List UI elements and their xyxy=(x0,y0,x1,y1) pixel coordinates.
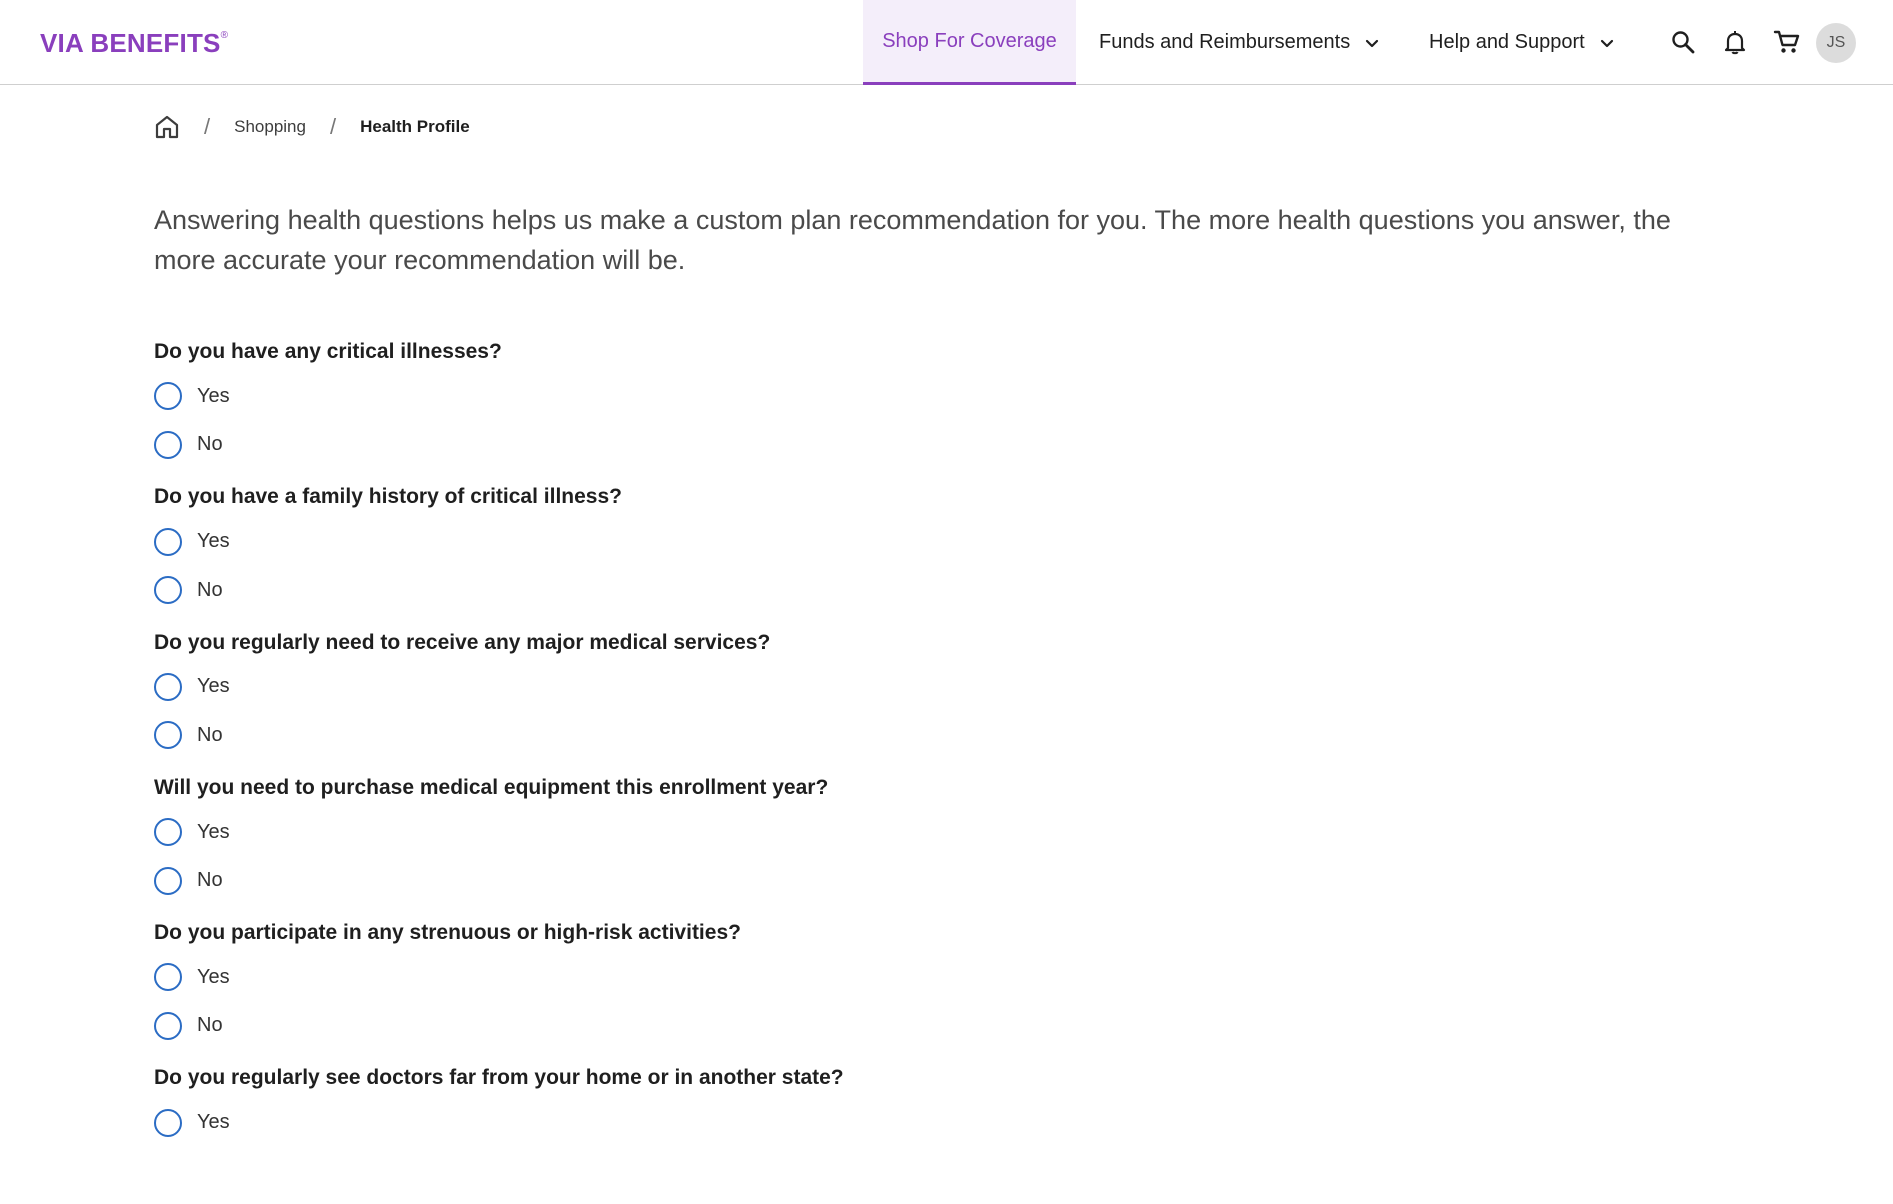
nav-funds-and-reimbursements[interactable] xyxy=(1099,0,1380,85)
option-no[interactable] xyxy=(154,1002,844,1051)
question-medical-equipment xyxy=(154,768,844,913)
option-label: Yes xyxy=(197,384,230,407)
option-label: Yes xyxy=(197,675,230,698)
radio-button[interactable] xyxy=(154,818,182,846)
search-icon[interactable] xyxy=(1667,26,1699,58)
option-label: No xyxy=(197,869,223,892)
nav-help-label: Help and Support xyxy=(1429,31,1585,53)
chevron-down-icon xyxy=(1364,35,1380,51)
breadcrumb-separator: / xyxy=(204,114,211,139)
option-label: Yes xyxy=(197,530,230,553)
home-icon[interactable] xyxy=(154,114,180,140)
intro-text: Answering health questions helps us make a custom plan recommendation for you. The more health questions you answer, the more accurate your recommendation will be. xyxy=(154,205,1671,275)
option-label: No xyxy=(197,433,223,456)
nav-funds-label: Funds and Reimbursements xyxy=(1099,31,1351,53)
breadcrumb xyxy=(154,114,470,140)
question-text: Do you participate in any strenuous or high-risk activities? xyxy=(154,921,741,945)
option-label: Yes xyxy=(197,820,230,843)
radio-button[interactable] xyxy=(154,528,182,556)
radio-button[interactable] xyxy=(154,1109,182,1137)
breadcrumb-separator: / xyxy=(329,114,337,139)
question-text: Do you regularly see doctors far from your home or in another state? xyxy=(154,1066,844,1090)
nav-shop-for-coverage[interactable] xyxy=(863,0,1076,85)
option-label: No xyxy=(197,578,223,601)
avatar-initials: JS xyxy=(1826,34,1846,51)
question-doctors-far-from-home xyxy=(154,1058,844,1203)
avatar[interactable] xyxy=(1816,23,1856,63)
question-text: Will you need to purchase medical equipment this enrollment year? xyxy=(154,775,829,799)
option-label: Yes xyxy=(197,1111,230,1134)
nav-help-and-support[interactable] xyxy=(1429,0,1615,85)
option-label: No xyxy=(197,723,223,746)
health-questions-list xyxy=(154,332,844,1204)
top-header xyxy=(0,0,1893,85)
option-no[interactable] xyxy=(154,711,844,760)
option-label: Yes xyxy=(197,965,230,988)
question-major-medical-services xyxy=(154,623,844,768)
radio-button[interactable] xyxy=(154,382,182,410)
option-label: No xyxy=(197,1014,223,1037)
breadcrumb-health-profile: Health Profile xyxy=(360,117,470,136)
question-text: Do you regularly need to receive any major medical services? xyxy=(154,630,771,654)
question-text: Do you have any critical illnesses? xyxy=(154,340,502,363)
breadcrumb-shopping[interactable]: Shopping xyxy=(234,117,306,136)
option-no[interactable] xyxy=(154,566,844,615)
option-yes[interactable] xyxy=(154,808,844,857)
nav-shop-label: Shop For Coverage xyxy=(882,29,1057,52)
radio-button[interactable] xyxy=(154,576,182,604)
bell-icon[interactable] xyxy=(1719,26,1751,58)
radio-button[interactable] xyxy=(154,673,182,701)
chevron-down-icon xyxy=(1599,35,1615,51)
option-yes[interactable] xyxy=(154,663,844,712)
radio-button[interactable] xyxy=(154,963,182,991)
question-text: Do you have a family history of critical illness? xyxy=(154,485,622,509)
logo-text: VIA BENEFITS xyxy=(40,28,221,58)
question-high-risk-activities xyxy=(154,913,844,1058)
option-yes[interactable] xyxy=(154,372,844,421)
option-yes[interactable] xyxy=(154,953,844,1002)
option-yes[interactable] xyxy=(154,517,844,566)
via-benefits-logo[interactable] xyxy=(40,28,228,59)
radio-button[interactable] xyxy=(154,867,182,895)
question-critical-illnesses xyxy=(154,332,844,477)
radio-button[interactable] xyxy=(154,721,182,749)
option-no[interactable] xyxy=(154,421,844,470)
radio-button[interactable] xyxy=(154,1012,182,1040)
question-family-history xyxy=(154,477,844,622)
cart-icon[interactable] xyxy=(1771,26,1803,58)
radio-button[interactable] xyxy=(154,431,182,459)
logo-registered-mark: ® xyxy=(220,30,229,41)
option-no[interactable] xyxy=(154,856,844,905)
